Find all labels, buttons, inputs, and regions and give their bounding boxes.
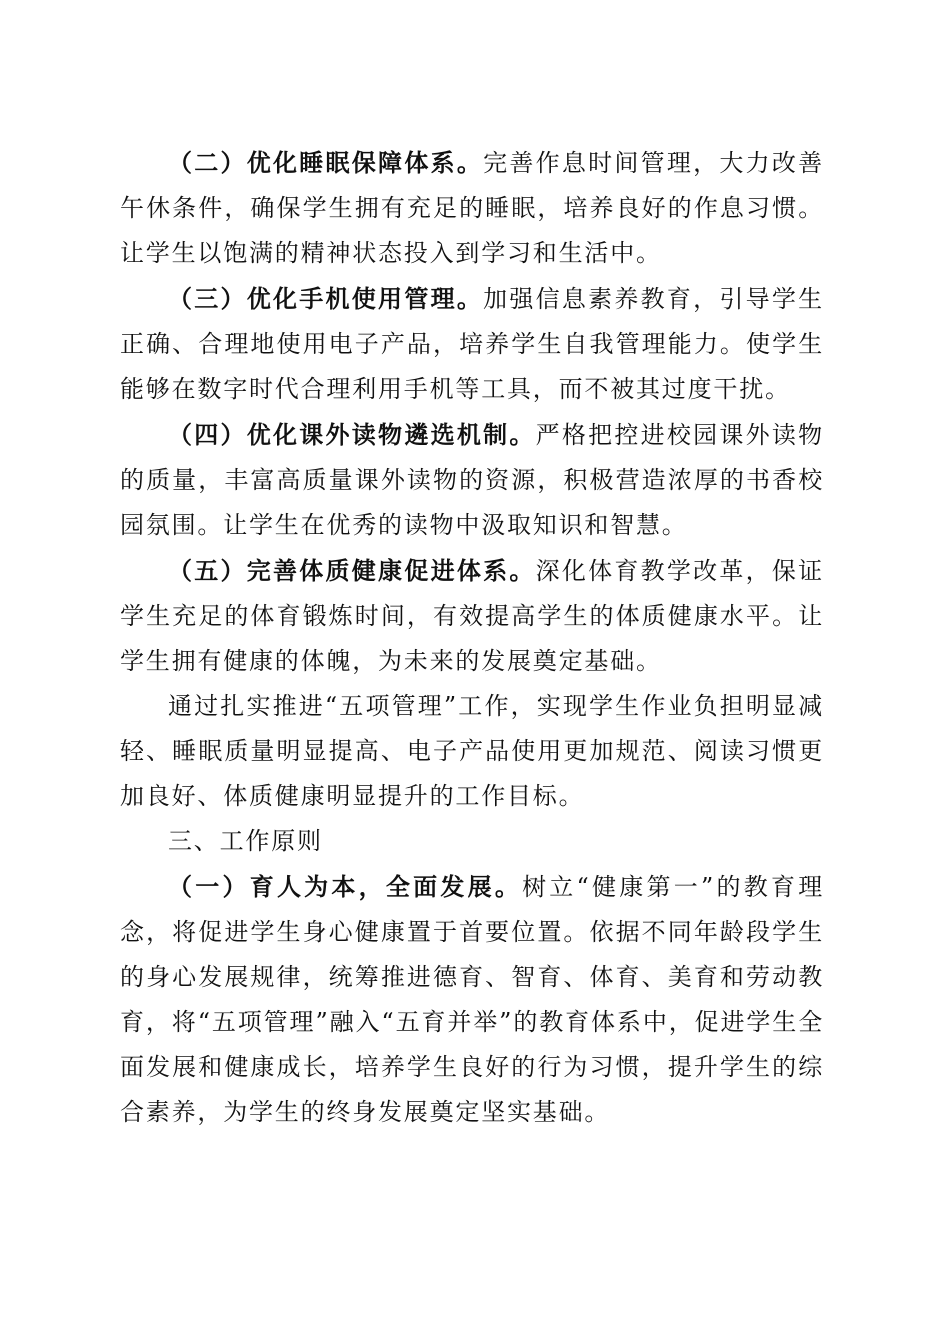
document-page [120,140,824,1135]
paragraph-body: 完善作息时间管理，大力改善午休条件，确保学生拥有充足的睡眠，培养良好的作息习惯。让学生以饱满的精神状态投入到学习和生活中。 [120,149,824,267]
paragraph-body: 树立“健康第一”的教育理念，将促进学生身心健康置于首要位置。依据不同年龄段学生的身心发展规律，统筹推进德育、智育、体育、美育和劳动教育，将“五项管理”融入“五育并举”的教育体系中，促进学生全面发展和健康成长，培养学生良好的行为习惯，提升学生的综合素养，为学生的终身发展奠定坚实基础。 [120,873,824,1126]
section-heading: 三、工作原则 [168,827,323,855]
paragraph-goals [120,684,824,819]
paragraph-body: 加强信息素养教育，引导学生正确、合理地使用电子产品，培养学生自我管理能力。使学生能够在数字时代合理利用手机等工具，而不被其过度干扰。 [120,285,824,403]
paragraph-principle-one [120,864,824,1135]
paragraph-body: 严格把控进校园课外读物的质量，丰富高质量课外读物的资源，积极营造浓厚的书香校园氛围。让学生在优秀的读物中汲取知识和智慧。 [120,421,824,539]
paragraph-physical-health [120,548,824,684]
paragraph-reading [120,412,824,548]
paragraph-phone [120,276,824,412]
paragraph-body: 通过扎实推进“五项管理”工作，实现学生作业负担明显减轻、睡眠质量明显提高、电子产品使用更加规范、阅读习惯更加良好、体质健康明显提升的工作目标。 [120,692,824,810]
paragraph-sleep [120,140,824,276]
paragraph-lead: （二）优化睡眠保障体系。 [168,148,484,177]
paragraph-lead: （四）优化课外读物遴选机制。 [168,420,536,449]
paragraph-lead: （一）育人为本，全面发展。 [168,872,523,901]
paragraph-lead: （三）优化手机使用管理。 [168,284,484,313]
paragraph-body: 深化体育教学改革，保证学生充足的体育锻炼时间，有效提高学生的体质健康水平。让学生拥有健康的体魄，为未来的发展奠定基础。 [120,557,824,675]
paragraph-lead: （五）完善体质健康促进体系。 [168,556,536,585]
